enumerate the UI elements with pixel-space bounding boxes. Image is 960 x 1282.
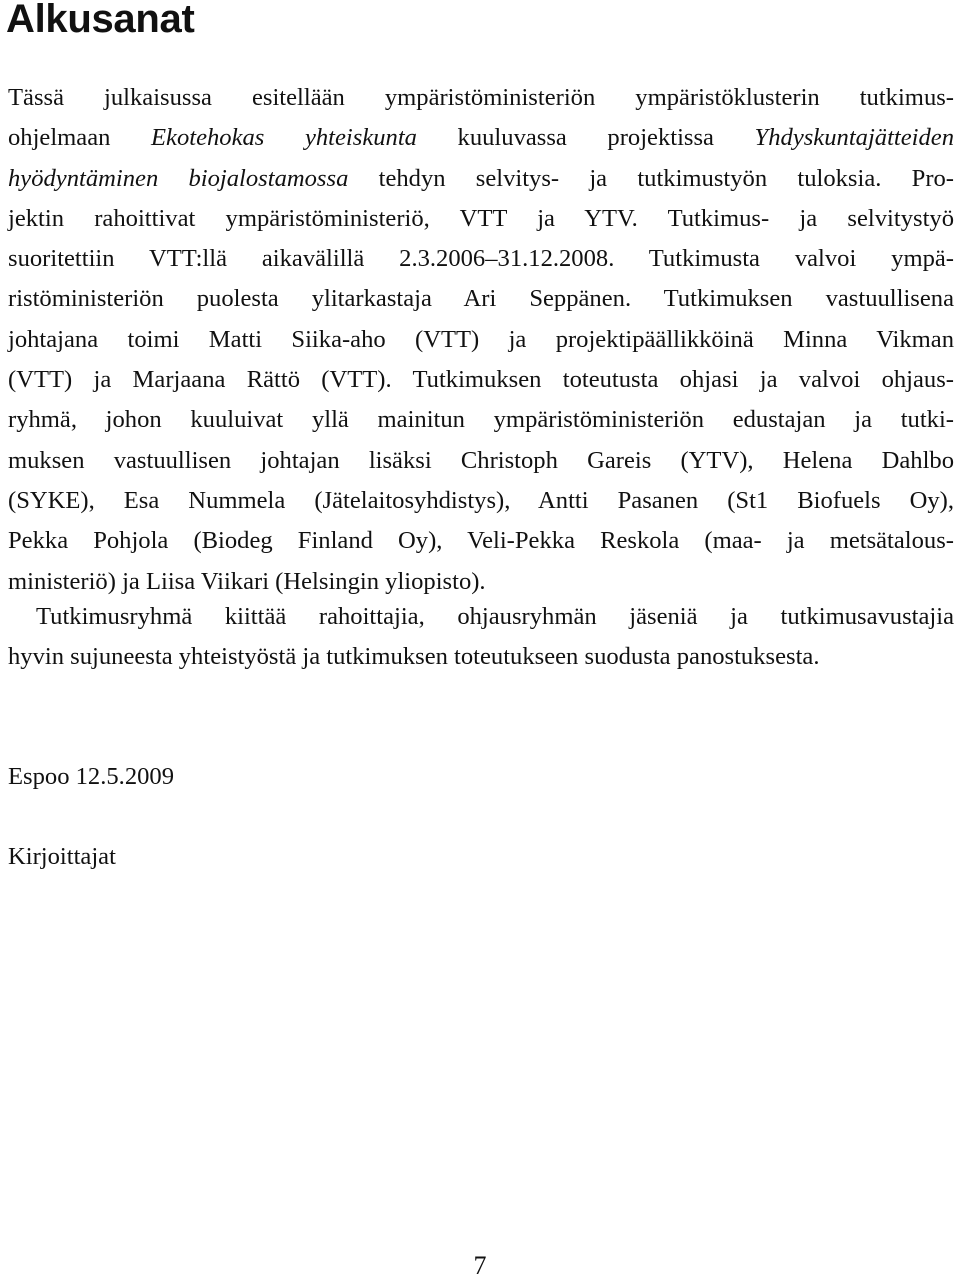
paragraph-line (8, 360, 954, 400)
paragraph-acknowledgements (8, 597, 954, 678)
place-and-date: Espoo 12.5.2009 (8, 763, 175, 790)
paragraph-line (8, 562, 954, 602)
text-run: jektin rahoittivat ympäristöministeriö, VTT ja YTV. Tutkimus- ja selvitystyö (8, 204, 954, 232)
paragraph-line (8, 199, 954, 239)
paragraph-line: hyvin sujuneesta yhteistyöstä ja tutkimuksen toteutukseen suodusta panostuksesta. (8, 643, 820, 671)
italic-project-name-cont: hyödyntäminen biojalostamossa (8, 164, 349, 192)
text-run: tehdyn selvitys- ja tutkimustyön tuloksia. Pro- (348, 164, 954, 192)
signature-authors: Kirjoittajat (8, 843, 116, 870)
text-run: muksen vastuullisen johtajan lisäksi Christoph Gareis (YTV), Helena Dahlbo (8, 446, 954, 474)
text-run: ohjelmaan (8, 124, 152, 152)
text-run: ministeriö) ja Liisa Viikari (Helsingin yliopisto). (8, 567, 486, 595)
paragraph-line: Tutkimusryhmä kiittää rahoittajia, ohjausryhmän jäseniä ja tutkimusavustajia (36, 603, 954, 630)
paragraph-line (8, 441, 954, 481)
text-run: (VTT) ja Marjaana Rättö (VTT). Tutkimuksen toteutusta ohjasi ja valvoi ohjaus- (8, 366, 954, 394)
paragraph-line (8, 118, 954, 158)
paragraph-line (8, 159, 954, 199)
paragraph-line (8, 481, 954, 521)
text-run: suoritettiin VTT:llä aikavälillä 2.3.2006–31.12.2008. Tutkimusta valvoi ympä- (8, 245, 954, 273)
text-run: kuuluvassa projektissa (416, 124, 755, 152)
text-run: ristöministeriön puolesta ylitarkastaja Ari Seppänen. Tutkimuksen vastuullisena (8, 285, 954, 313)
text-run: Pekka Pohjola (Biodeg Finland Oy), Veli-Pekka Reskola (maa- ja metsätalous- (8, 527, 954, 555)
italic-program-name: Ekotehokas yhteiskunta (151, 124, 417, 152)
paragraph-line (8, 521, 954, 561)
paragraph-line (8, 78, 954, 118)
page-number: 7 (473, 1251, 487, 1280)
paragraph-line (8, 239, 954, 279)
page-title: Alkusanat (6, 0, 195, 41)
text-run: Tässä julkaisussa esitellään ympäristöministeriön ympäristöklusterin tutkimus- (8, 84, 954, 111)
text-run: ryhmä, johon kuuluivat yllä mainitun ympäristöministeriön edustajan ja tutki- (8, 406, 954, 434)
text-run: johtajana toimi Matti Siika-aho (VTT) ja projektipäällikköinä Minna Vikman (8, 325, 954, 353)
text-run: (SYKE), Esa Nummela (Jätelaitosyhdistys), Antti Pasanen (St1 Biofuels Oy), (8, 486, 954, 514)
paragraph-line (8, 320, 954, 360)
paragraph-line (8, 400, 954, 440)
italic-project-name: Yhdyskuntajätteiden (754, 124, 954, 152)
paragraph-line (8, 279, 954, 319)
paragraph-main (8, 78, 954, 602)
